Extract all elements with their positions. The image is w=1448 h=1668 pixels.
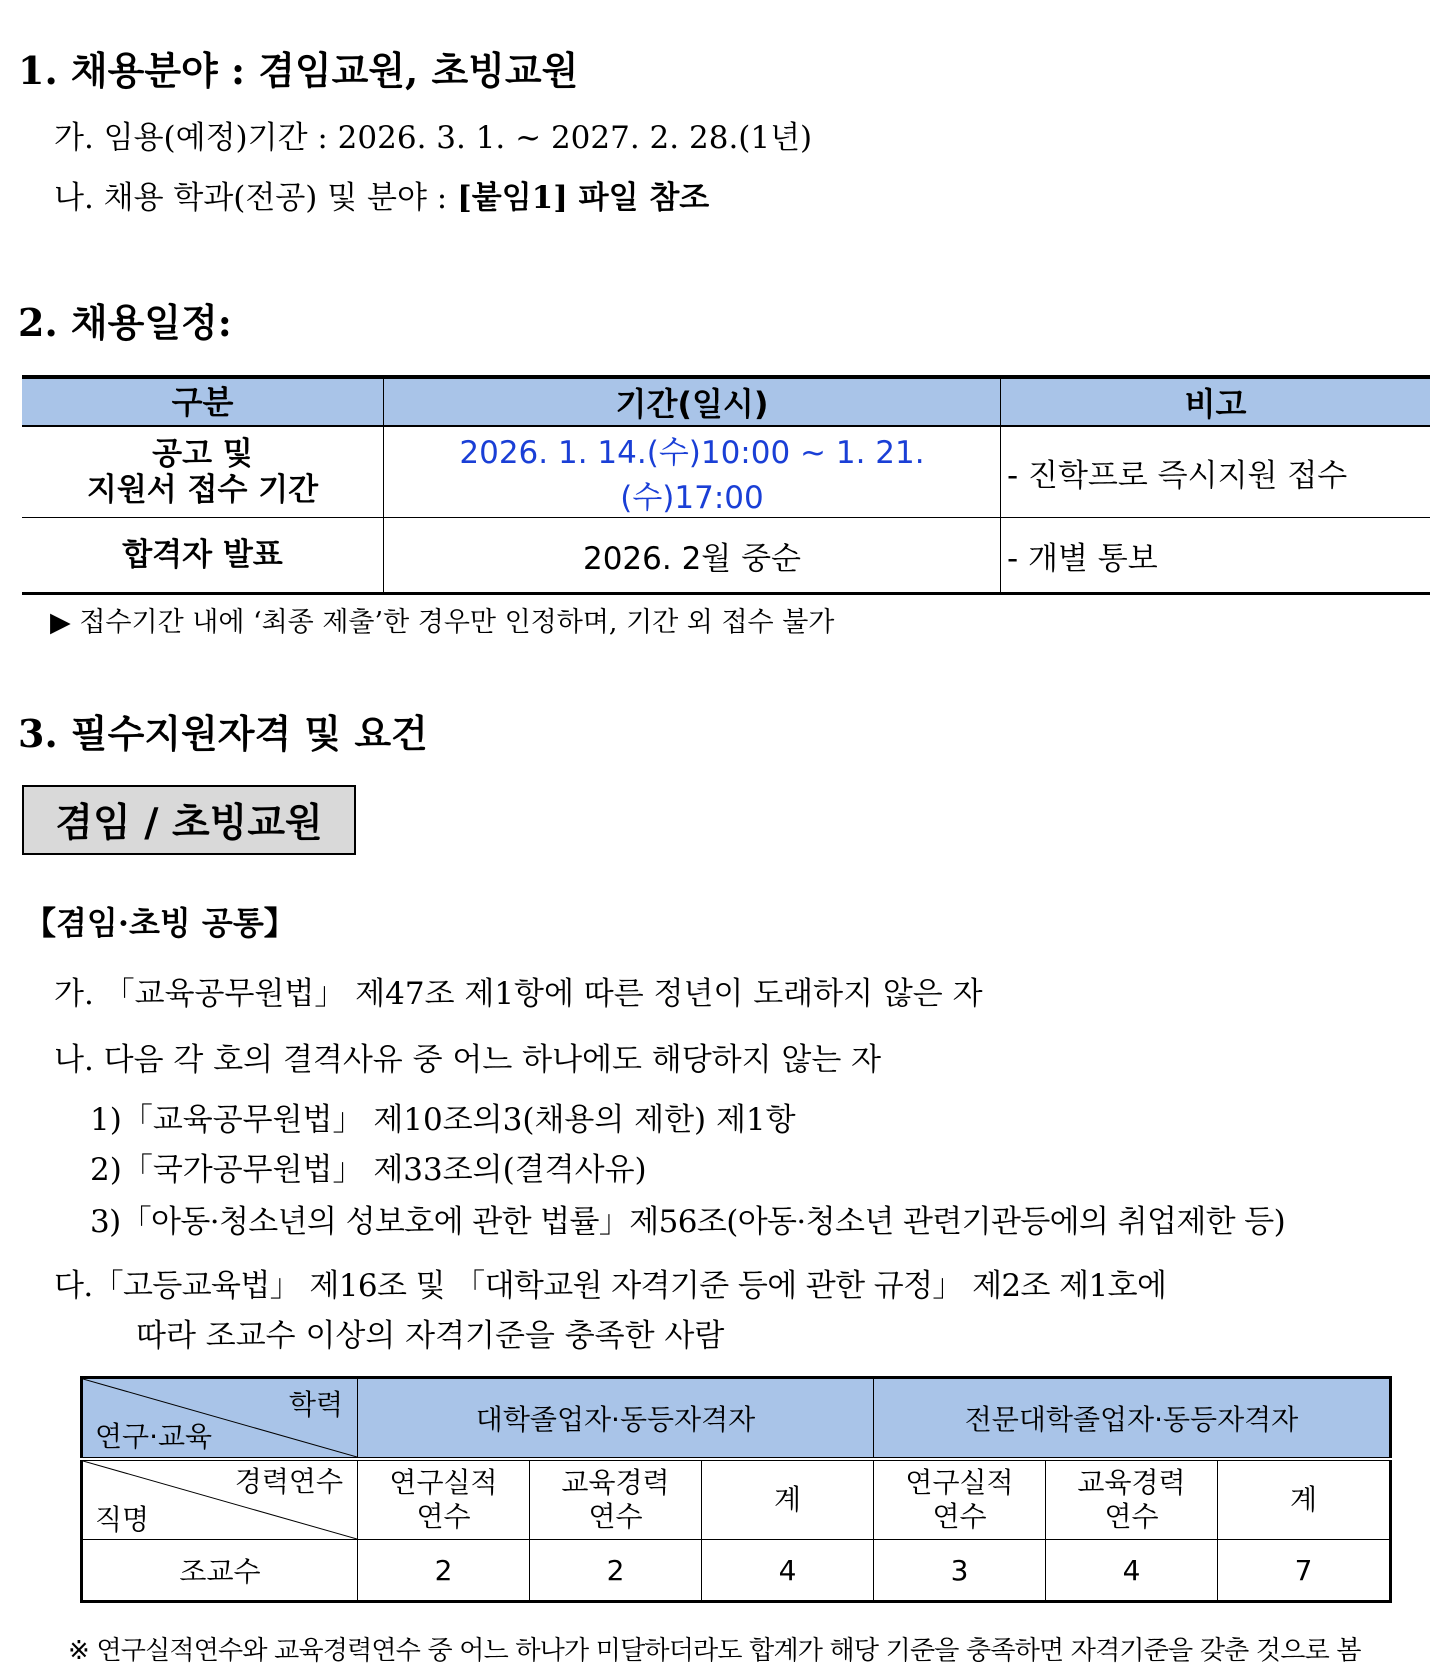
attachment-reference: [붙임1] 파일 참조 bbox=[457, 180, 710, 216]
table-row bbox=[82, 1540, 1391, 1602]
schedule-table bbox=[22, 375, 1430, 595]
position-type-box: 겸임 / 초빙교원 bbox=[22, 785, 356, 855]
value-cell: 2 bbox=[358, 1540, 530, 1602]
research-years-header: 연구실적 연수 bbox=[358, 1459, 530, 1540]
university-graduate-header: 대학졸업자·동등자격자 bbox=[358, 1378, 874, 1460]
qualification-table bbox=[80, 1376, 1392, 1603]
value-cell: 4 bbox=[702, 1540, 874, 1602]
section3-heading: 3. 필수지원자격 및 요건 bbox=[18, 711, 428, 756]
announcement-period: 2026. 2월 중순 bbox=[384, 518, 1001, 594]
value-cell: 3 bbox=[874, 1540, 1046, 1602]
qualification-subheader-row bbox=[82, 1459, 1391, 1540]
schedule-footnote: ▶ 접수기간 내에 ‘최종 제출’한 경우만 인정하며, 기간 외 접수 불가 bbox=[50, 607, 835, 638]
requirement-c-line1: 다.「고등교육법」 제16조 및 「대학교원 자격기준 등에 관한 규정」 제2조 제1호에 bbox=[54, 1268, 1167, 1304]
table-row bbox=[22, 518, 1430, 594]
research-teaching-label: 연구·교육 bbox=[95, 1420, 213, 1453]
category-line2: 지원서 접수 기간 bbox=[86, 472, 319, 508]
rank-cell: 조교수 bbox=[82, 1540, 358, 1602]
announcement-category: 합격자 발표 bbox=[22, 518, 384, 594]
category-line1: 공고 및 bbox=[152, 436, 253, 472]
teaching-years-header: 교육경력 연수 bbox=[1046, 1459, 1218, 1540]
research-years-header: 연구실적 연수 bbox=[874, 1459, 1046, 1540]
teaching-years-header: 교육경력 연수 bbox=[530, 1459, 702, 1540]
section2-heading: 2. 채용일정: bbox=[18, 300, 232, 345]
value-cell: 4 bbox=[1046, 1540, 1218, 1602]
total-header: 계 bbox=[1218, 1459, 1391, 1540]
schedule-header-period: 기간(일시) bbox=[384, 377, 1001, 426]
disqualification-item: 3)「아동·청소년의 성보호에 관한 법률」제56조(아동·청소년 관련기관등에의 취업제한 등) bbox=[90, 1204, 1286, 1240]
disqualification-item: 2)「국가공무원법」 제33조의(결격사유) bbox=[90, 1152, 647, 1188]
schedule-header-remarks: 비고 bbox=[1001, 377, 1431, 426]
college-graduate-header: 전문대학졸업자·동등자격자 bbox=[874, 1378, 1391, 1460]
schedule-header-row bbox=[22, 377, 1430, 426]
table-row bbox=[22, 426, 1430, 518]
rank-label: 직명 bbox=[95, 1503, 150, 1536]
disqualification-item: 1)「교육공무원법」 제10조의3(채용의 제한) 제1항 bbox=[90, 1102, 796, 1138]
application-period: 2026. 1. 14.(수)10:00 ~ 1. 21.(수)17:00 bbox=[384, 426, 1001, 518]
section1-heading: 1. 채용분야 : 겸임교원, 초빙교원 bbox=[18, 48, 579, 93]
employment-period: 가. 임용(예정)기간 : 2026. 3. 1. ~ 2027. 2. 28.(1년) bbox=[54, 120, 813, 156]
schedule-category-cell bbox=[22, 426, 384, 518]
qualification-note: ※ 연구실적연수와 교육경력연수 중 어느 하나가 미달하더라도 합계가 해당 기준을 충족하면 자격기준을 갖춘 것으로 봄 bbox=[68, 1636, 1361, 1666]
value-cell: 7 bbox=[1218, 1540, 1391, 1602]
total-header: 계 bbox=[702, 1459, 874, 1540]
requirement-b: 나. 다음 각 호의 결격사유 중 어느 하나에도 해당하지 않는 자 bbox=[54, 1042, 882, 1078]
common-requirements-title: 【겸임·초빙 공통】 bbox=[24, 904, 296, 942]
career-years-label: 경력연수 bbox=[234, 1465, 343, 1498]
department-field-label: 나. 채용 학과(전공) 및 분야 : bbox=[54, 180, 458, 216]
application-note: - 진학프로 즉시지원 접수 bbox=[1001, 426, 1431, 518]
schedule-header-category: 구분 bbox=[22, 377, 384, 426]
career-corner-cell bbox=[82, 1459, 358, 1540]
education-label: 학력 bbox=[288, 1388, 343, 1421]
department-field-line bbox=[54, 172, 709, 217]
education-corner-cell bbox=[82, 1378, 358, 1460]
value-cell: 2 bbox=[530, 1540, 702, 1602]
qualification-header-row bbox=[82, 1378, 1391, 1460]
requirement-a: 가. 「교육공무원법」 제47조 제1항에 따른 정년이 도래하지 않은 자 bbox=[54, 976, 983, 1012]
announcement-note: - 개별 통보 bbox=[1001, 518, 1431, 594]
requirement-c-line2: 따라 조교수 이상의 자격기준을 충족한 사람 bbox=[136, 1318, 725, 1354]
